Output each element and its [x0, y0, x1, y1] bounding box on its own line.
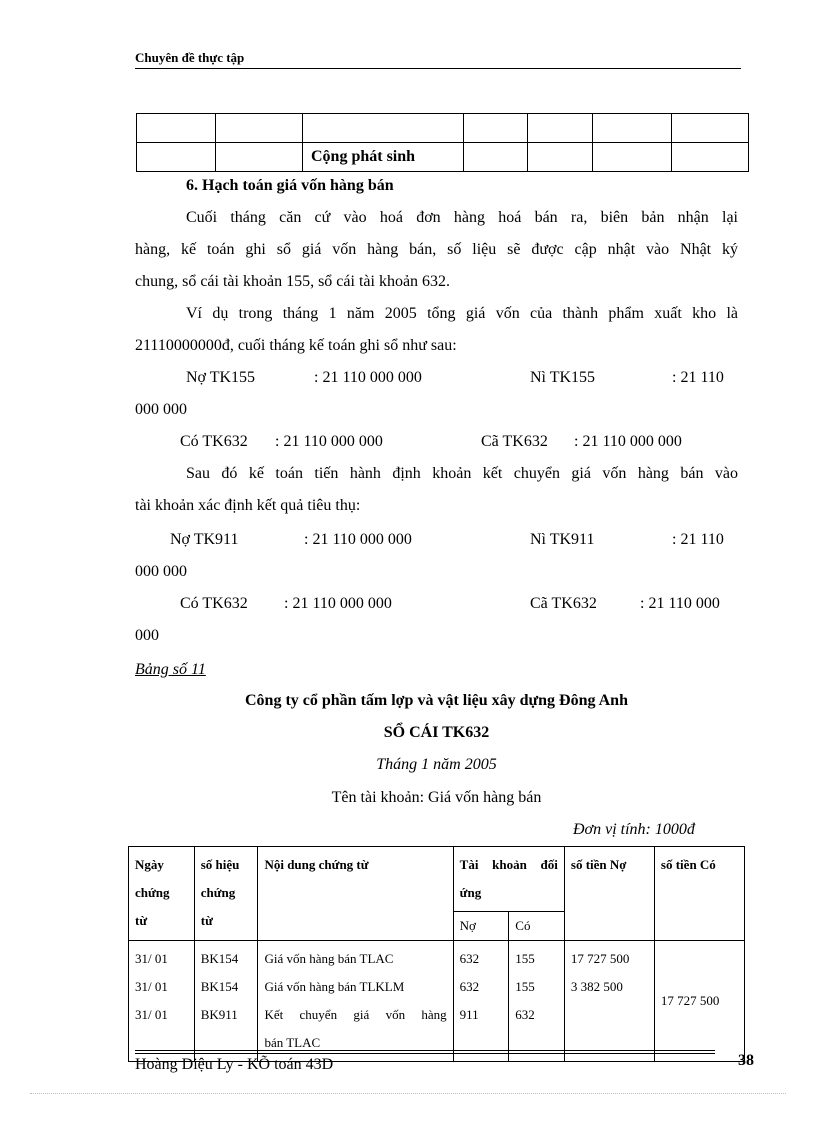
row-dates: 31/ 01 31/ 01 31/ 01 — [129, 941, 195, 1062]
ledger-table — [128, 846, 745, 1062]
col-docno-header: số hiệu chứng từ — [194, 847, 258, 941]
entry2-credit-amount-alt: : 21 110 000 000 — [574, 433, 682, 450]
para1-line1: Cuối tháng căn cứ vào hoá đơn hàng hoá bán ra, biên bản nhận lại — [186, 209, 738, 226]
para3-line2: tài khoản xác định kết quả tiêu thụ: — [135, 497, 361, 514]
entry1-wrap: 000 000 — [135, 401, 187, 418]
row-debit-accounts: 632 632 911 — [453, 941, 509, 1062]
entry1-debit-amount: : 21 110 000 000 — [314, 369, 422, 386]
page-edge — [30, 1093, 786, 1094]
header-rule — [135, 68, 741, 69]
col-contra-credit: Có — [509, 912, 565, 941]
entry2-credit-account: Có TK632 — [180, 433, 248, 450]
row-credit-accounts: 155 155 632 — [509, 941, 565, 1062]
entry3-debit-account: Nợ TK911 — [170, 531, 239, 548]
entry1-debit-account-alt: Nì TK155 — [530, 369, 596, 386]
entry4-credit-amount-alt: : 21 110 000 — [640, 595, 720, 612]
entry3-wrap: 000 000 — [135, 563, 187, 580]
account-name: Tên tài khoản: Giá vốn hàng bán — [331, 789, 542, 806]
row-contents: Giá vốn hàng bán TLAC Giá vốn hàng bán TLKLM Kết chuyển giá vốn hàng bán TLAC — [258, 941, 453, 1062]
entry4-credit-amount: : 21 110 000 000 — [284, 595, 392, 612]
footer-rule-2 — [135, 1053, 715, 1054]
entry4-credit-account-alt: Cã TK632 — [530, 595, 597, 612]
col-contra-debit: Nợ — [453, 912, 509, 941]
row-doc-numbers: BK154 BK154 BK911 — [194, 941, 258, 1062]
page-number: 38 — [738, 1052, 754, 1069]
ledger-period: Tháng 1 năm 2005 — [376, 756, 497, 773]
para1-line3: chung, sổ cái tài khoản 155, sổ cái tài khoản 632. — [135, 273, 451, 290]
top-table — [136, 113, 749, 172]
unit-label: Đơn vị tính: 1000đ — [573, 821, 695, 838]
entry4-wrap: 000 — [135, 627, 159, 644]
col-content-header: Nội dung chứng từ — [258, 847, 453, 941]
para2-line1: Ví dụ trong tháng 1 năm 2005 tổng giá vốn của thành phẩm xuất kho là — [186, 305, 738, 322]
col-date-header: Ngày chứng từ — [129, 847, 195, 941]
entry3-debit-amount: : 21 110 000 000 — [304, 531, 412, 548]
footer-author: Hoàng Diệu Ly - KÕ toán 43D — [135, 1056, 334, 1073]
col-debit-header: số tiền Nợ — [564, 847, 654, 941]
para3-line1: Sau đó kế toán tiến hành định khoản kết chuyển giá vốn hàng bán vào — [186, 465, 738, 482]
entry1-debit-account: Nợ TK155 — [186, 369, 256, 386]
ledger-title: SỔ CÁI TK632 — [383, 724, 490, 741]
entry4-credit-account: Có TK632 — [180, 595, 248, 612]
entry3-debit-account-alt: Nì TK911 — [530, 531, 595, 548]
company-name: Công ty cổ phần tấm lợp và vật liệu xây dựng Đông Anh — [245, 692, 628, 709]
col-contra-header: Tài khoản đối ứng — [453, 847, 564, 912]
section-heading: 6. Hạch toán giá vốn hàng bán — [186, 177, 394, 194]
credit-total: 17 727 500 — [654, 941, 744, 1062]
para1-line2: hàng, kế toán ghi sổ giá vốn hàng bán, số liệu sẽ được cập nhật vào Nhật ký — [135, 241, 738, 258]
table-row — [129, 941, 745, 1062]
total-arising-label: Cộng phát sinh — [303, 143, 464, 172]
entry3-debit-amount-alt: : 21 110 — [672, 531, 724, 548]
table-number: Bảng số 11 — [135, 661, 206, 678]
entry1-debit-amount-alt: : 21 110 — [672, 369, 724, 386]
col-credit-header: số tiền Có — [654, 847, 744, 941]
page-header-title: Chuyên đề thực tập — [135, 50, 245, 65]
footer-rule — [135, 1050, 715, 1051]
para2-line2: 21110000000đ, cuối tháng kế toán ghi sổ như sau: — [135, 337, 457, 354]
entry2-credit-account-alt: Cã TK632 — [481, 433, 548, 450]
row-debit-amounts: 17 727 500 3 382 500 — [564, 941, 654, 1062]
entry2-credit-amount: : 21 110 000 000 — [275, 433, 383, 450]
